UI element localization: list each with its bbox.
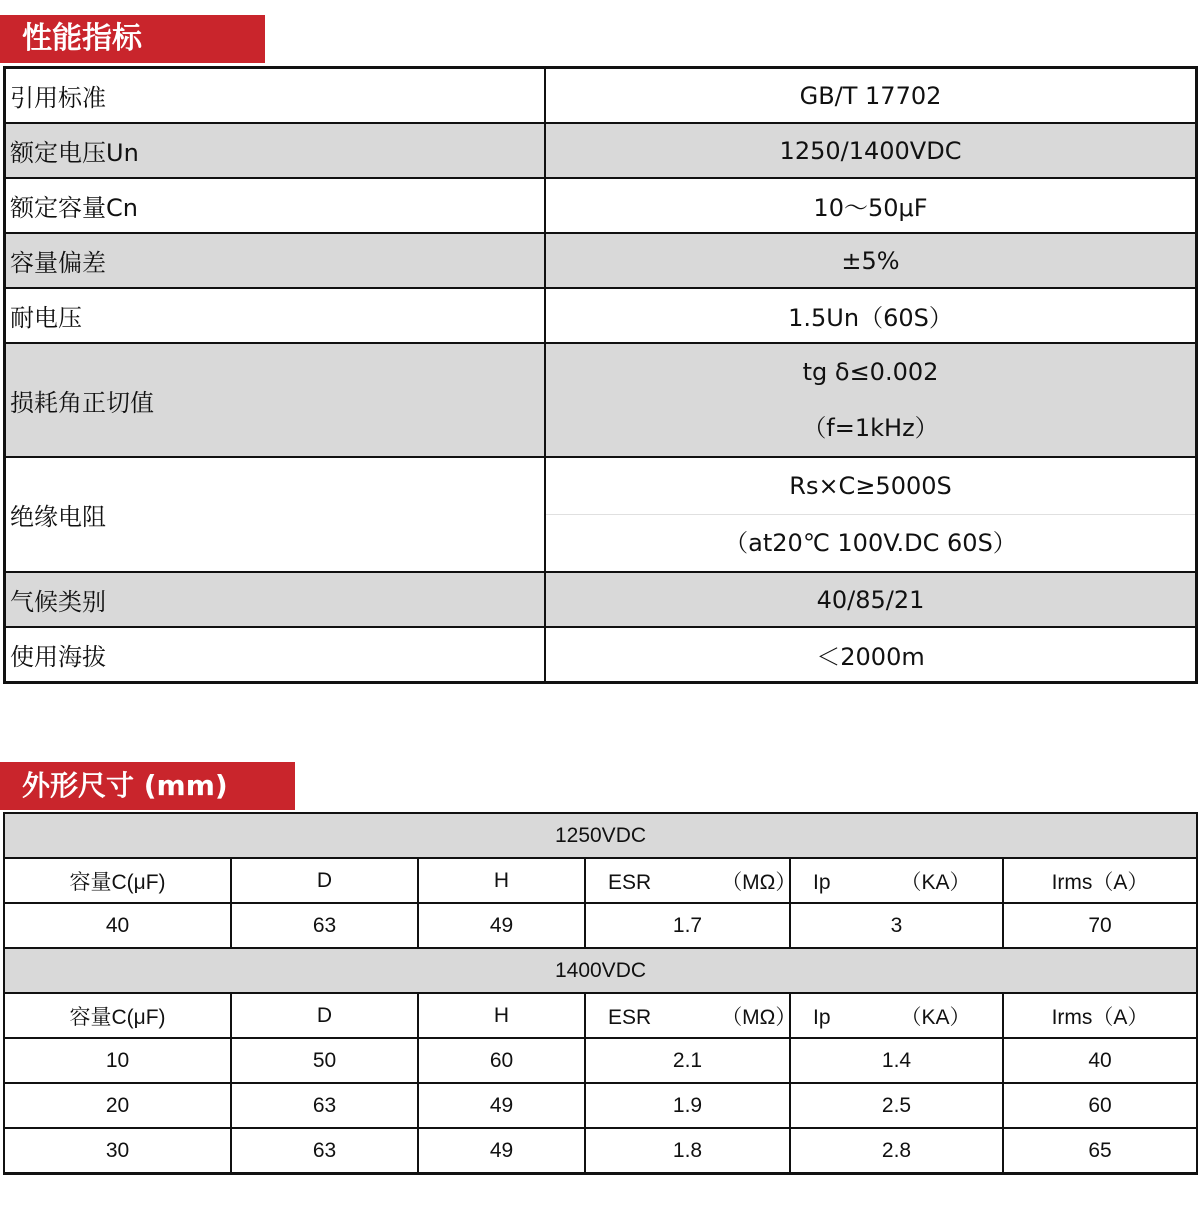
cell-capacity: 10: [4, 1038, 231, 1083]
spec-value: GB/T 17702: [545, 68, 1197, 124]
spec-label: 引用标准: [5, 68, 546, 124]
voltage-band-row: [4, 813, 1197, 858]
cell-h: 49: [418, 1083, 585, 1128]
spec-value: [545, 457, 1197, 572]
spec-value: [545, 343, 1197, 457]
dimension-table: [3, 812, 1198, 1175]
header-capacity: 容量C(μF): [4, 993, 231, 1038]
header-esr-label: ESR: [608, 1005, 652, 1029]
spec-value: 10～50μF: [545, 178, 1197, 233]
dimension-header-row: [4, 993, 1197, 1038]
header-ip-label: Ip: [813, 1005, 831, 1029]
table-row: [4, 903, 1197, 948]
spec-label: 气候类别: [5, 572, 546, 627]
spec-row: [5, 457, 1197, 572]
cell-esr: 1.9: [585, 1083, 790, 1128]
cell-h: 49: [418, 1128, 585, 1174]
cell-ip: 2.8: [790, 1128, 1003, 1174]
spec-value-line: （at20℃ 100V.DC 60S）: [724, 529, 1017, 557]
voltage-band-row: [4, 948, 1197, 993]
header-esr-unit: （MΩ）: [721, 870, 797, 894]
spec-table: [3, 66, 1198, 684]
cell-d: 50: [231, 1038, 418, 1083]
spec-value: 1250/1400VDC: [545, 123, 1197, 178]
spec-row: [5, 123, 1197, 178]
cell-irms: 40: [1003, 1038, 1197, 1083]
header-esr: [585, 858, 797, 903]
cell-ip: 3: [790, 903, 1003, 948]
spec-label: 耐电压: [5, 288, 546, 343]
spec-row: [5, 68, 1197, 124]
table-row: [4, 1038, 1197, 1083]
header-h: H: [418, 993, 585, 1038]
spec-value: ＜2000m: [545, 627, 1197, 683]
spec-value: 1.5Un（60S）: [545, 288, 1197, 343]
header-d: D: [231, 993, 418, 1038]
spec-label: 额定容量Cn: [5, 178, 546, 233]
spec-value: ±5%: [545, 233, 1197, 288]
spec-row: [5, 178, 1197, 233]
spec-label: 额定电压Un: [5, 123, 546, 178]
spec-row: [5, 343, 1197, 457]
header-esr: [585, 993, 797, 1038]
header-h: H: [418, 858, 585, 903]
voltage-label: 1400VDC: [4, 948, 1197, 993]
cell-irms: 65: [1003, 1128, 1197, 1174]
header-capacity: 容量C(μF): [4, 858, 231, 903]
section-header-performance: 性能指标: [0, 15, 265, 63]
cell-irms: 60: [1003, 1083, 1197, 1128]
spec-value: 40/85/21: [545, 572, 1197, 627]
header-ip: [790, 993, 1003, 1038]
cell-d: 63: [231, 1083, 418, 1128]
voltage-label: 1250VDC: [4, 813, 1197, 858]
spec-label: 使用海拔: [5, 627, 546, 683]
header-ip-unit: （KA）: [900, 1005, 971, 1029]
section-header-dimensions: 外形尺寸 (mm): [0, 762, 295, 810]
cell-esr: 1.7: [585, 903, 790, 948]
spec-row: [5, 627, 1197, 683]
cell-capacity: 30: [4, 1128, 231, 1174]
cell-d: 63: [231, 903, 418, 948]
header-irms: Irms（A）: [1003, 993, 1197, 1038]
cell-capacity: 40: [4, 903, 231, 948]
header-esr-label: ESR: [608, 870, 652, 894]
spec-label: 损耗角正切值: [5, 343, 546, 457]
cell-h: 60: [418, 1038, 585, 1083]
header-ip-label: Ip: [813, 870, 831, 894]
cell-ip: 1.4: [790, 1038, 1003, 1083]
header-d: D: [231, 858, 418, 903]
cell-esr: 1.8: [585, 1128, 790, 1174]
cell-d: 63: [231, 1128, 418, 1174]
spec-value-line: tg δ≤0.002: [802, 358, 939, 386]
table-row: [4, 1128, 1197, 1174]
spec-value-line: Rs×C≥5000S: [546, 458, 1195, 515]
spec-value-line: （f=1kHz）: [802, 414, 939, 442]
spec-row: [5, 572, 1197, 627]
header-irms: Irms（A）: [1003, 858, 1197, 903]
spec-row: [5, 233, 1197, 288]
spec-label: 绝缘电阻: [5, 457, 546, 572]
header-esr-unit: （MΩ）: [721, 1005, 797, 1029]
cell-ip: 2.5: [790, 1083, 1003, 1128]
spec-label: 容量偏差: [5, 233, 546, 288]
cell-irms: 70: [1003, 903, 1197, 948]
dimension-header-row: [4, 858, 1197, 903]
header-ip: [790, 858, 1003, 903]
table-row: [4, 1083, 1197, 1128]
header-ip-unit: （KA）: [900, 870, 971, 894]
cell-esr: 2.1: [585, 1038, 790, 1083]
cell-h: 49: [418, 903, 585, 948]
cell-capacity: 20: [4, 1083, 231, 1128]
spec-row: [5, 288, 1197, 343]
